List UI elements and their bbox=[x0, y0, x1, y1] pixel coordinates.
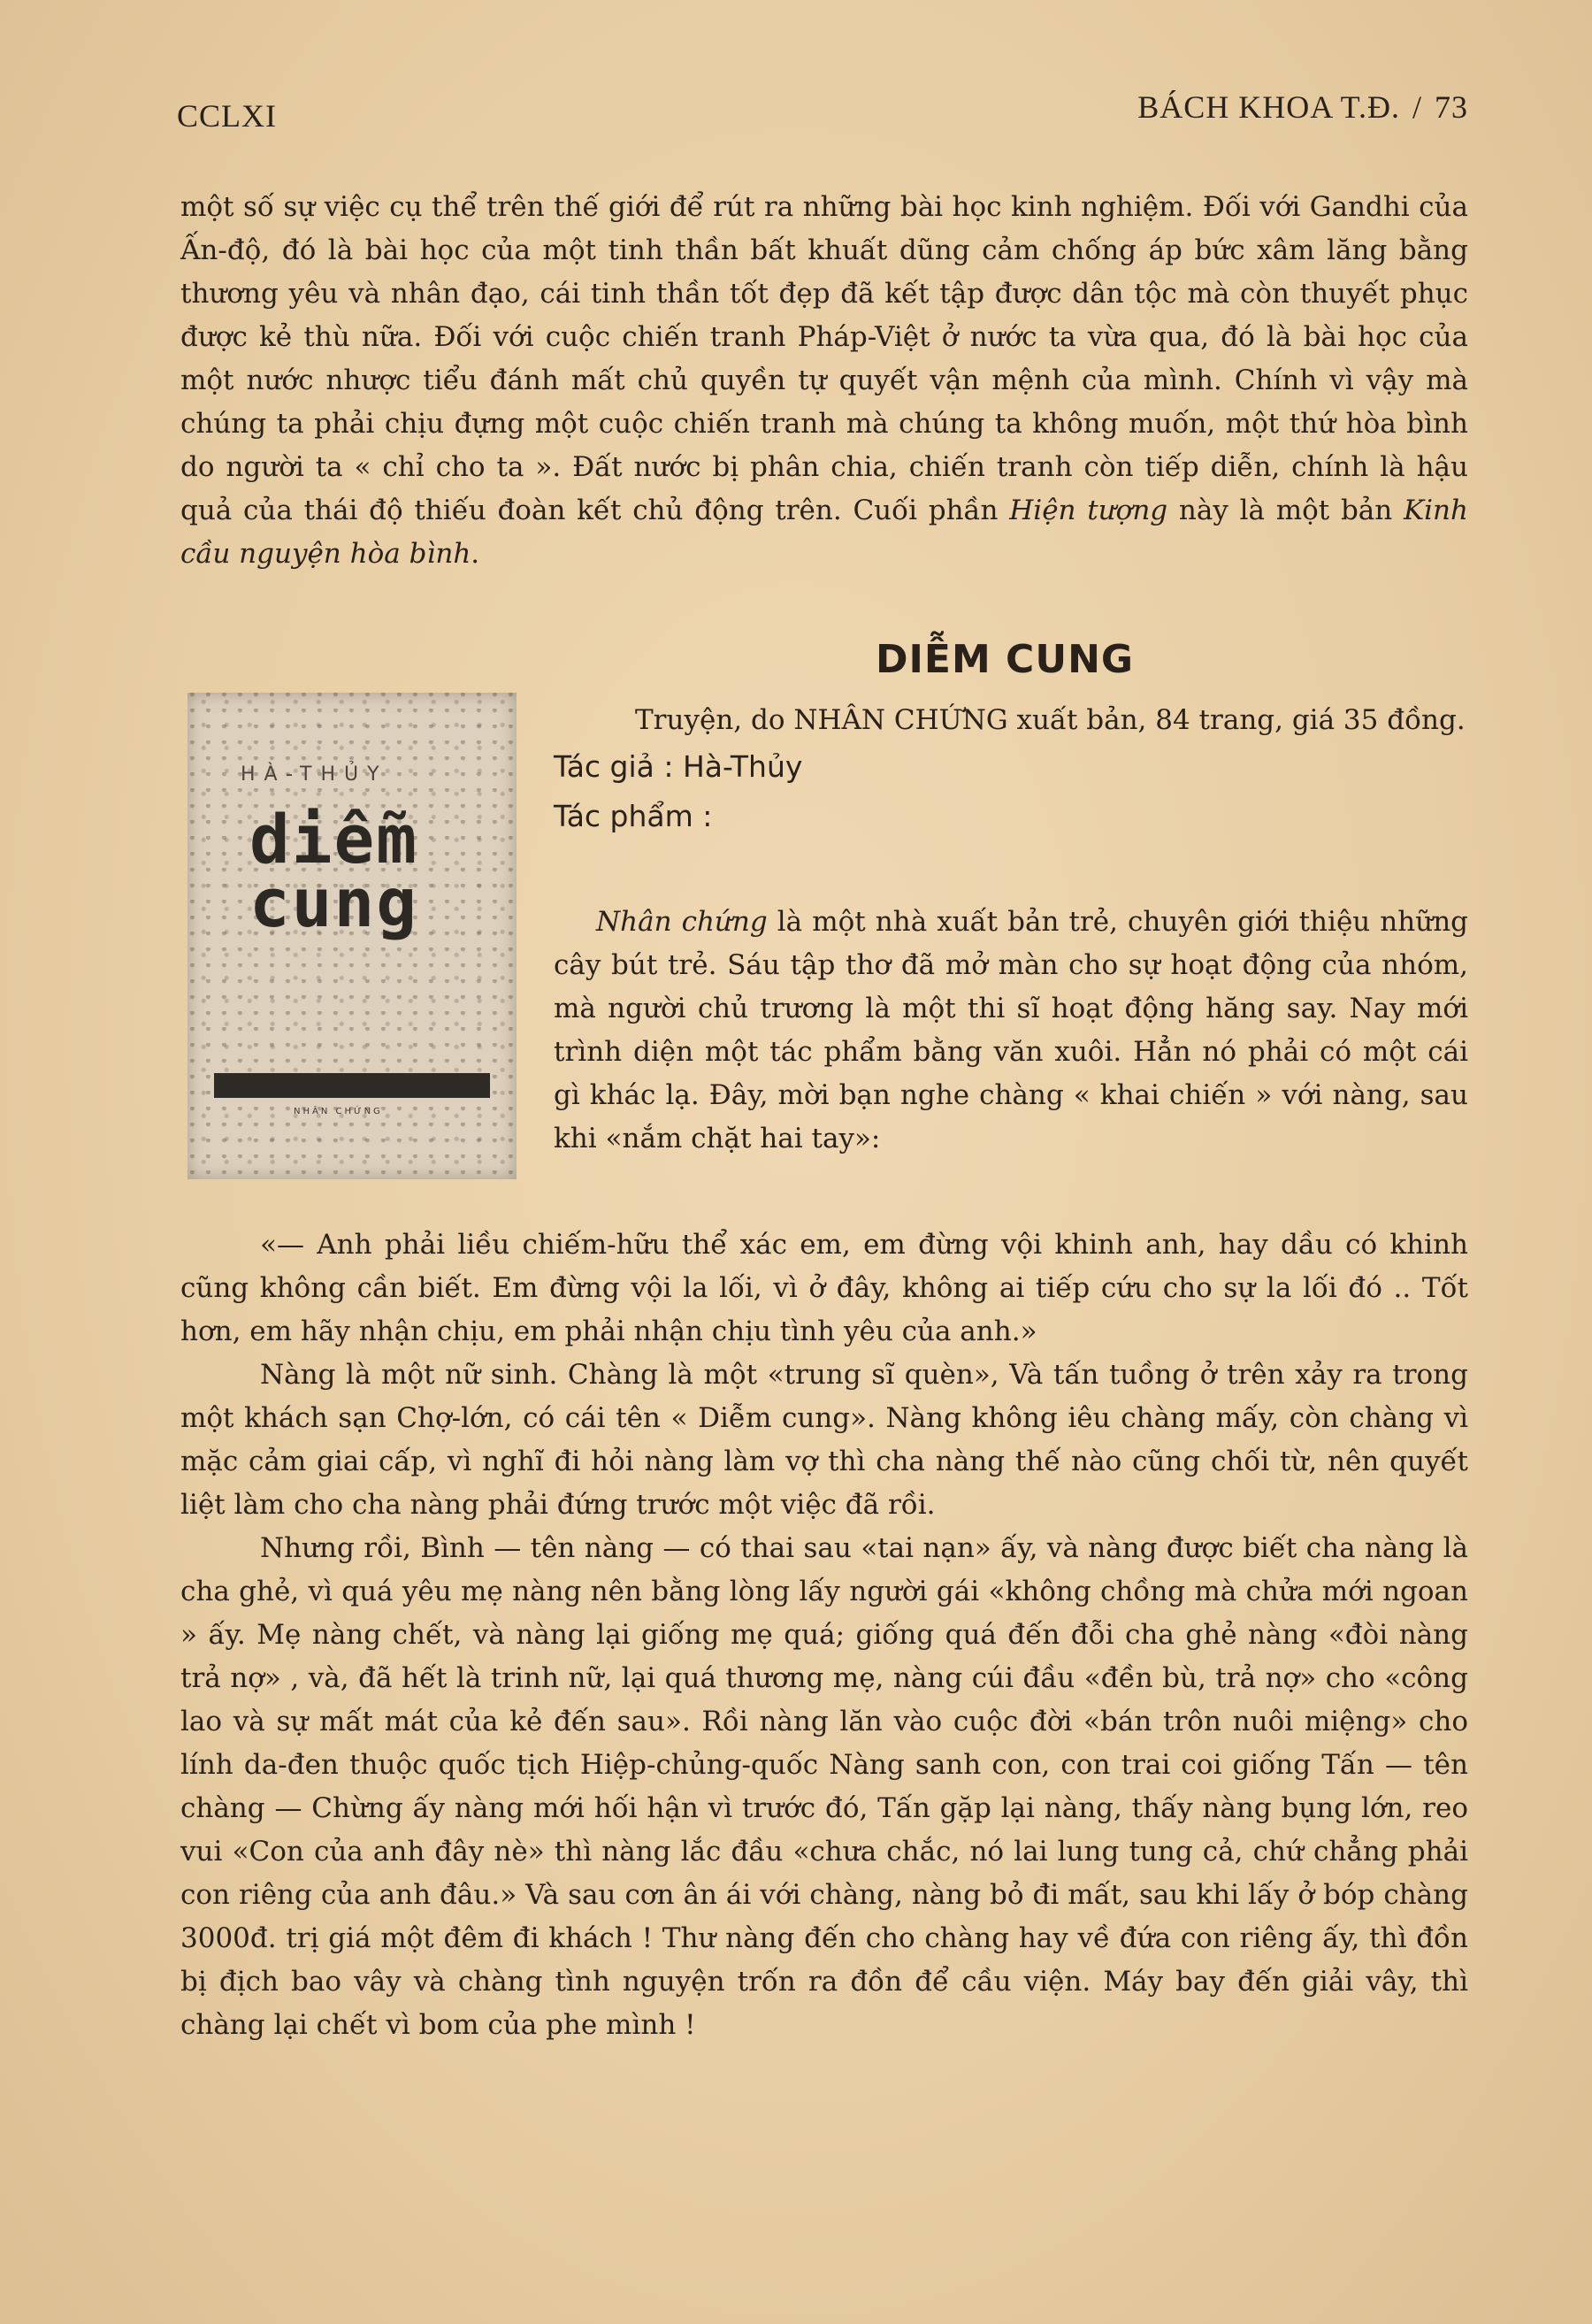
book-info: Truyện, do NHÂN CHỨNG xuất bản, 84 trang, giá 35 đồng. bbox=[635, 704, 1466, 736]
work-label: Tác phẩm : bbox=[554, 799, 713, 833]
intro-text-a: một số sự việc cụ thể trên thế giới để rút ra những bài học kinh nghiệm. Đối với Gandhi của Ấn-độ, đó là bài học của một tinh thần bất khuất dũng cảm chống áp bức xâm lăng bằng thương yêu và nhân đạo, cái tinh thần tốt đẹp đã kết tập được dân tộc mà còn thuyết phục được kẻ thù nữa. Đối với cuộc chiến tranh Pháp-Việt ở nước ta vừa qua, đó là bài học của một nước nhược tiểu đánh mất chủ quyền tự quyết vận mệnh của mình. Chính vì vậy mà chúng ta phải chịu đựng một cuộc chiến tranh mà chúng ta không muốn, một thứ hòa bình do người ta « chỉ cho ta ». Đất nước bị phân chia, chiến tranh còn tiếp diễn, chính là hậu quả của thái độ thiếu đoàn kết chủ động trên. Cuối phần bbox=[180, 191, 1468, 526]
work-text: là một nhà xuất bản trẻ, chuyên giới thiệu những cây bút trẻ. Sáu tập thơ đã mở màn cho sự hoạt động của nhóm, mà người chủ trương là một thi sĩ hoạt động hăng say. Nay mới trình diện một tác phẩm bằng văn xuôi. Hẳn nó phải có một cái gì khác lạ. Đây, mời bạn nghe chàng « khai chiến » với nàng, sau khi «nắm chặt hai tay»: bbox=[554, 906, 1469, 1154]
intro-italic-title-2: Kinh cầu nguyện hòa bình bbox=[180, 495, 1468, 570]
plot-paragraph-2: Nhưng rồi, Bình — tên nàng — có thai sau «tai nạn» ấy, và nàng được biết cha nàng là cha ghẻ, vì quá yêu mẹ nàng nên bằng lòng lấy người gái «không chồng mà chửa mới ngoan » ấy. Mẹ nàng chết, và nàng lại giống mẹ quá; giống quá đến đỗi cha ghẻ nàng «đòi nàng trả nợ» , và, đã hết là trinh nữ, lại quá thương mẹ, nàng cúi đầu «đền bù, trả nợ» cho «công lao và sự mất mát của kẻ đến sau». Rồi nàng lăn vào cuộc đời «bán trôn nuôi miệng» cho lính da-đen thuộc quốc tịch Hiệp-chủng-quốc Nàng sanh con, con trai coi giống Tấn — tên chàng — Chừng ấy nàng mới hối hận vì trước đó, Tấn gặp lại nàng, thấy nàng bụng lớn, reo vui «Con của anh đây nè» thì nàng lắc đầu «chưa chắc, nó lai lung tung cả, chứ chẳng phải con riêng của anh đâu.» Và sau cơn ân ái với chàng, nàng bỏ đi mất, sau khi lấy ở bóp chàng 3000đ. trị giá một đêm đi khách ! Thư nàng đến cho chàng hay về đứa con riêng ấy, thì đồn bị địch bao vây và chàng tình nguyện trốn ra đồn để cầu viện. Máy bay đến giải vây, thì chàng lại chết vì bom của phe mình ! bbox=[180, 1532, 1468, 2041]
author-label: Tác giả : Hà-Thủy bbox=[554, 749, 803, 784]
cover-author: HÀ-THỦY bbox=[241, 763, 388, 786]
cover-publisher: NHÂN CHỨNG bbox=[294, 1107, 383, 1116]
publisher-name-italic: Nhân chứng bbox=[596, 906, 768, 938]
running-head bbox=[1137, 88, 1468, 126]
page-number: 73 bbox=[1435, 89, 1468, 125]
book-meta bbox=[554, 699, 1466, 841]
review-title: DIỄM CUNG bbox=[876, 637, 1135, 682]
section-number: CCLXI bbox=[177, 98, 277, 134]
intro-italic-title-1: Hiện tượng bbox=[1009, 495, 1168, 526]
quote-paragraph: «— Anh phải liều chiếm-hữu thể xác em, em đừng vội khinh anh, hay dầu có khinh cũng không cần biết. Em đừng vội la lối, vì ở đây, không ai tiếp cứu cho sự la lối đó .. Tốt hơn, em hãy nhận chịu, em phải nhận chịu tình yêu của anh.» bbox=[180, 1229, 1468, 1347]
cover-bar bbox=[214, 1073, 490, 1098]
plot-paragraph-1: Nàng là một nữ sinh. Chàng là một «trung sĩ quèn», Và tấn tuồng ở trên xảy ra trong một khách sạn Chợ-lớn, có cái tên « Diễm cung». Nàng không iêu chàng mấy, còn chàng vì mặc cảm giai cấp, vì nghĩ đi hỏi nàng làm vợ thì cha nàng thế nào cũng chối từ, nên quyết liệt làm cho cha nàng phải đứng trước một việc đã rồi. bbox=[180, 1359, 1468, 1521]
intro-text-c: . bbox=[471, 538, 480, 570]
work-paragraph bbox=[554, 901, 1468, 1161]
intro-paragraph bbox=[180, 186, 1468, 576]
cover-title-line-1: diễm bbox=[249, 800, 419, 878]
page-header bbox=[177, 88, 1468, 142]
header-separator: / bbox=[1412, 89, 1422, 125]
intro-text-b: này là một bản bbox=[1167, 495, 1404, 526]
journal-name: BÁCH KHOA T.Đ. bbox=[1137, 89, 1400, 125]
cover-title-line-2: cung bbox=[249, 863, 419, 942]
review-body bbox=[180, 1223, 1468, 2047]
book-cover-image bbox=[188, 693, 517, 1179]
